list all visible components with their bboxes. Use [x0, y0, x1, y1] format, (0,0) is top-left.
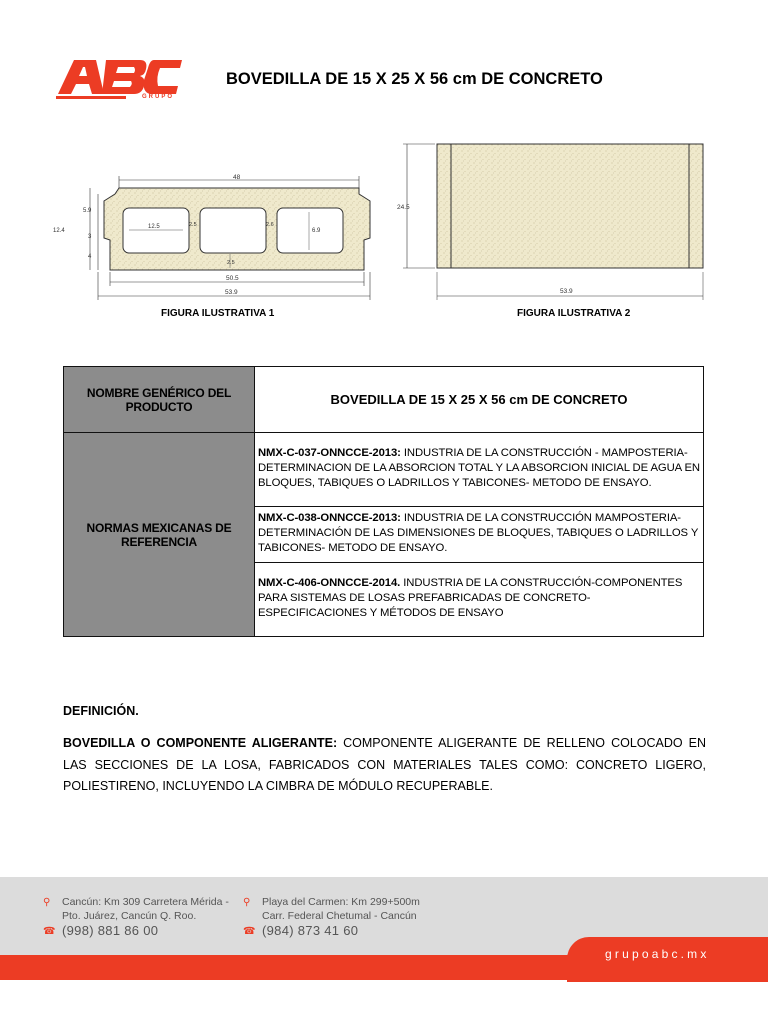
norms-label: NORMAS MEXICANAS DE REFERENCIA: [64, 433, 255, 637]
figure-2-caption: FIGURA ILUSTRATIVA 2: [517, 308, 631, 319]
dim-left-d: 4: [88, 254, 92, 260]
norm-item: [255, 563, 704, 637]
dim-bottom-inner: 50.5: [226, 275, 239, 282]
norm-code: NMX-C-406-ONNCCE-2014.: [258, 577, 401, 589]
norm-text: INDUSTRIA DE LA CONSTRUCCIÓN-COMPONENTES PARA SISTEMAS DE LOSAS PREFABRICADAS DE CONCRETO- ESPECIFICACIONES Y MÉTODOS DE ENSAYO: [258, 577, 683, 619]
dim-mid: 2.5: [227, 260, 235, 266]
dim-height: 24.5: [397, 204, 410, 211]
website-link[interactable]: grupoabc.mx: [605, 947, 710, 961]
address-playa-line2: Carr. Federal Chetumal - Cancún: [262, 910, 417, 922]
location-pin-icon: ⚲: [243, 897, 251, 908]
norm-item: [255, 507, 704, 563]
dim-left-a: 5.9: [83, 208, 92, 214]
address-cancun-line2: Pto. Juárez, Cancún Q. Roo.: [62, 910, 197, 922]
phone-cancun[interactable]: (998) 881 86 00: [62, 923, 159, 938]
dim-cell-w: 12.5: [148, 224, 160, 230]
location-pin-icon: ⚲: [43, 897, 51, 908]
figure-1-drawing: [50, 168, 380, 303]
address-cancun-line1: Cancún: Km 309 Carretera Mérida -: [62, 896, 229, 908]
definition-text: COMPONENTE ALIGERANTE DE RELLENO COLOCADO EN LAS SECCIONES DE LA LOSA, FABRICADOS CON MATERIALES TALES COMO: CONCRETO LIGERO, POLIESTIRENO, INCLUYENDO LA CIMBRA DE MÓDULO RECUPERABLE.: [63, 736, 706, 793]
company-logo: [56, 56, 184, 106]
dim-wall-a: 2.5: [189, 222, 197, 228]
phone-icon: ☎: [243, 926, 256, 937]
dim-bottom: 53.9: [225, 289, 238, 296]
norm-code: NMX-C-038-ONNCCE-2013:: [258, 512, 401, 524]
product-name-label: NOMBRE GENÉRICO DEL PRODUCTO: [64, 367, 255, 433]
dim-left-c: 3: [88, 234, 92, 240]
figure-2-drawing: [395, 138, 715, 303]
definition-term: BOVEDILLA O COMPONENTE ALIGERANTE:: [63, 736, 338, 750]
address-playa-line1: Playa del Carmen: Km 299+500m: [262, 896, 420, 908]
product-spec-table: [63, 366, 704, 637]
logo-subtitle: GRUPO: [142, 94, 175, 100]
figure-1-caption: FIGURA ILUSTRATIVA 1: [161, 308, 275, 319]
norm-code: NMX-C-037-ONNCCE-2013:: [258, 447, 401, 459]
dim-left-b: 12.4: [53, 228, 65, 234]
page-title: BOVEDILLA DE 15 X 25 X 56 cm DE CONCRETO: [226, 70, 603, 88]
product-name-value: BOVEDILLA DE 15 X 25 X 56 cm DE CONCRETO: [255, 367, 704, 433]
norm-text: INDUSTRIA DE LA CONSTRUCCIÓN MAMPOSTERIA- DETERMINACIÓN DE LAS DIMENSIONES DE BLOQUES, TABIQUES O LADRILLOS Y TABICONES- METODO DE ENSAYO.: [258, 512, 699, 554]
definition-heading: DEFINICIÓN.: [63, 704, 139, 718]
norm-text: INDUSTRIA DE LA CONSTRUCCIÓN - MAMPOSTERIA-DETERMINACION DE LA ABSORCION TOTAL Y LA ABSORCION INICIAL DE AGUA EN BLOQUES, TABIQUES O LADRILLOS Y TABICONES- METODO DE ENSAYO.: [258, 447, 700, 489]
norm-item: [255, 433, 704, 507]
definition-paragraph: [63, 733, 706, 798]
phone-playa[interactable]: (984) 873 41 60: [262, 923, 359, 938]
dim-wall-b: 2.6: [266, 222, 274, 228]
dim-width: 53.9: [560, 288, 573, 295]
dim-cell-h: 6.9: [312, 228, 321, 234]
dim-top: 48: [233, 174, 241, 181]
phone-icon: ☎: [43, 926, 56, 937]
